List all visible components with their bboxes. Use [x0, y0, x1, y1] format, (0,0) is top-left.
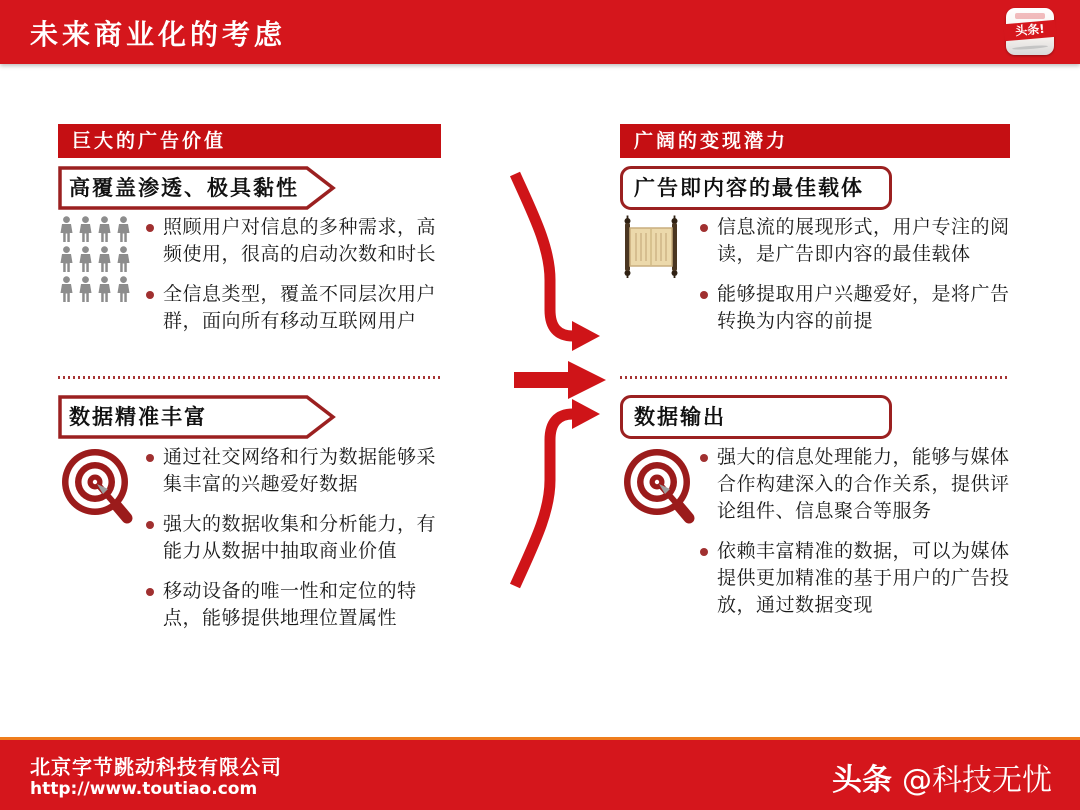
person-icon: [96, 276, 113, 303]
left-block2-heading: 数据精准丰富: [69, 405, 207, 429]
left-block1-heading: 高覆盖渗透、极具黏性: [69, 176, 299, 200]
right-block2-heading: 数据输出: [634, 405, 726, 429]
person-icon: [96, 246, 113, 273]
logo-label: 头条!: [1014, 21, 1046, 39]
website-url: http://www.toutiao.com: [30, 779, 258, 799]
scroll-graphic: [620, 214, 682, 280]
target-icon: [620, 444, 700, 632]
scroll-icon: [620, 214, 700, 348]
flow-arrows-icon: [478, 152, 612, 608]
pennant-shape: [58, 395, 336, 439]
pennant-shape: [58, 166, 336, 210]
person-icon: [115, 216, 132, 243]
users-icon: [58, 214, 146, 348]
toutiao-logo-icon: [1006, 8, 1054, 55]
person-icon: [115, 276, 132, 303]
bullet-item: 信息流的展现形式，用户专注的阅读，是广告即内容的最佳载体: [700, 214, 1010, 268]
footer-bar: [0, 737, 1080, 810]
bullseye-graphic: [58, 444, 138, 530]
rounded-box: [620, 166, 892, 210]
dotted-divider-right: [620, 376, 1010, 379]
section-header-right: 广阔的变现潜力: [620, 124, 1010, 158]
person-icon: [77, 246, 94, 273]
company-name: 北京字节跳动科技有限公司: [30, 755, 282, 779]
right-block1-heading: 广告即内容的最佳载体: [634, 176, 864, 200]
people-grid: [58, 214, 146, 303]
right-block2-row: [620, 444, 1010, 632]
bullet-item: 移动设备的唯一性和定位的特点，能够提供地理位置属性: [146, 578, 441, 632]
bullet-item: 强大的信息处理能力，能够与媒体合作构建深入的合作关系，提供评论组件、信息聚合等服务: [700, 444, 1010, 525]
bullet-list: [700, 214, 1010, 348]
watermark-handle: @科技无忧: [902, 763, 1052, 798]
dotted-divider-left: [58, 376, 441, 379]
person-icon: [58, 276, 75, 303]
right-block2-heading-box: [620, 395, 892, 439]
bullseye-graphic: [620, 444, 700, 530]
person-icon: [96, 216, 113, 243]
person-icon: [58, 246, 75, 273]
person-icon: [115, 246, 132, 273]
bullet-item: 照顾用户对信息的多种需求，高频使用，很高的启动次数和时长: [146, 214, 441, 268]
section-header-left: 巨大的广告价值: [58, 124, 441, 158]
page-title: 未来商业化的考虑: [30, 18, 287, 51]
bullet-item: 强大的数据收集和分析能力，有能力从数据中抽取商业价值: [146, 511, 441, 565]
right-block1-row: [620, 214, 1010, 348]
bullet-list: [146, 214, 441, 348]
watermark: [832, 755, 1052, 799]
person-icon: [77, 276, 94, 303]
bullet-item: 能够提取用户兴趣爱好，是将广告转换为内容的前提: [700, 281, 1010, 335]
bullet-item: 依赖丰富精准的数据，可以为媒体提供更加精准的基于用户的广告投放，通过数据变现: [700, 538, 1010, 619]
title-bar: [0, 0, 1080, 64]
left-block1-heading-box: [58, 166, 336, 210]
target-icon: [58, 444, 146, 645]
right-block1-heading-box: [620, 166, 892, 210]
bullet-list: [146, 444, 441, 645]
left-block1-row: [58, 214, 441, 348]
person-icon: [77, 216, 94, 243]
rounded-box: [620, 395, 892, 439]
person-icon: [58, 216, 75, 243]
bullet-item: 全信息类型，覆盖不同层次用户群，面向所有移动互联网用户: [146, 281, 441, 335]
bullet-item: 通过社交网络和行为数据能够采集丰富的兴趣爱好数据: [146, 444, 441, 498]
left-block2-row: [58, 444, 441, 645]
logo-faint-text: [1015, 13, 1045, 19]
watermark-brand: 头条: [832, 763, 892, 798]
bullet-list: [700, 444, 1010, 632]
left-block2-heading-box: [58, 395, 336, 439]
